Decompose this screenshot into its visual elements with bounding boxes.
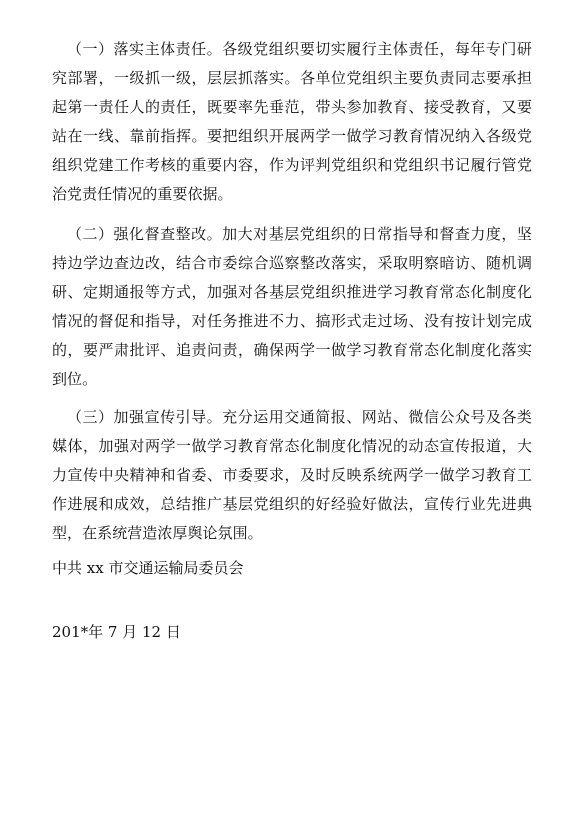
paragraph-supervision-rectification: （二）强化督查整改。加大对基层党组织的日常指导和督查力度，坚持边学边查边改，结合市委综合巡察整改落实，采取明察暗访、随机调研、定期通报等方式，加强对各基层党组织推进学习教育常态化制度化情况的督促和指导，对任务推进不力、搞形式走过场、没有按计划完成的，要严肃批评、追责问责，确保两学一做学习教育常态化制度化落实到位。: [52, 225, 532, 388]
signature-date: 201*年 7 月 12 日: [52, 623, 181, 641]
paragraph-implement-responsibility: （一）落实主体责任。各级党组织要切实履行主体责任，每年专门研究部署，一级抓一级，层层抓落实。各单位党组织主要负责同志要承担起第一责任人的责任，既要率先垂范，带头参加教育、接受教育，又要站在一线、靠前指挥。要把组织开展两学一做学习教育情况纳入各级党组织党建工作考核的重要内容，作为评判党组织和党组织书记履行管党治党责任情况的重要依据。: [52, 40, 532, 203]
paragraph-publicity-guidance: （三）加强宣传引导。充分运用交通简报、网站、微信公众号及各类媒体，加强对两学一做学习教育常态化制度化情况的动态宣传报道，大力宣传中央精神和省委、市委要求，及时反映系统两学一做学习教育工作进展和成效，总结推广基层党组织的好经验好做法，宣传行业先进典型，在系统营造浓厚舆论氛围。: [52, 408, 532, 542]
signature-organization: 中共 xx 市交通运输局委员会: [52, 559, 244, 577]
